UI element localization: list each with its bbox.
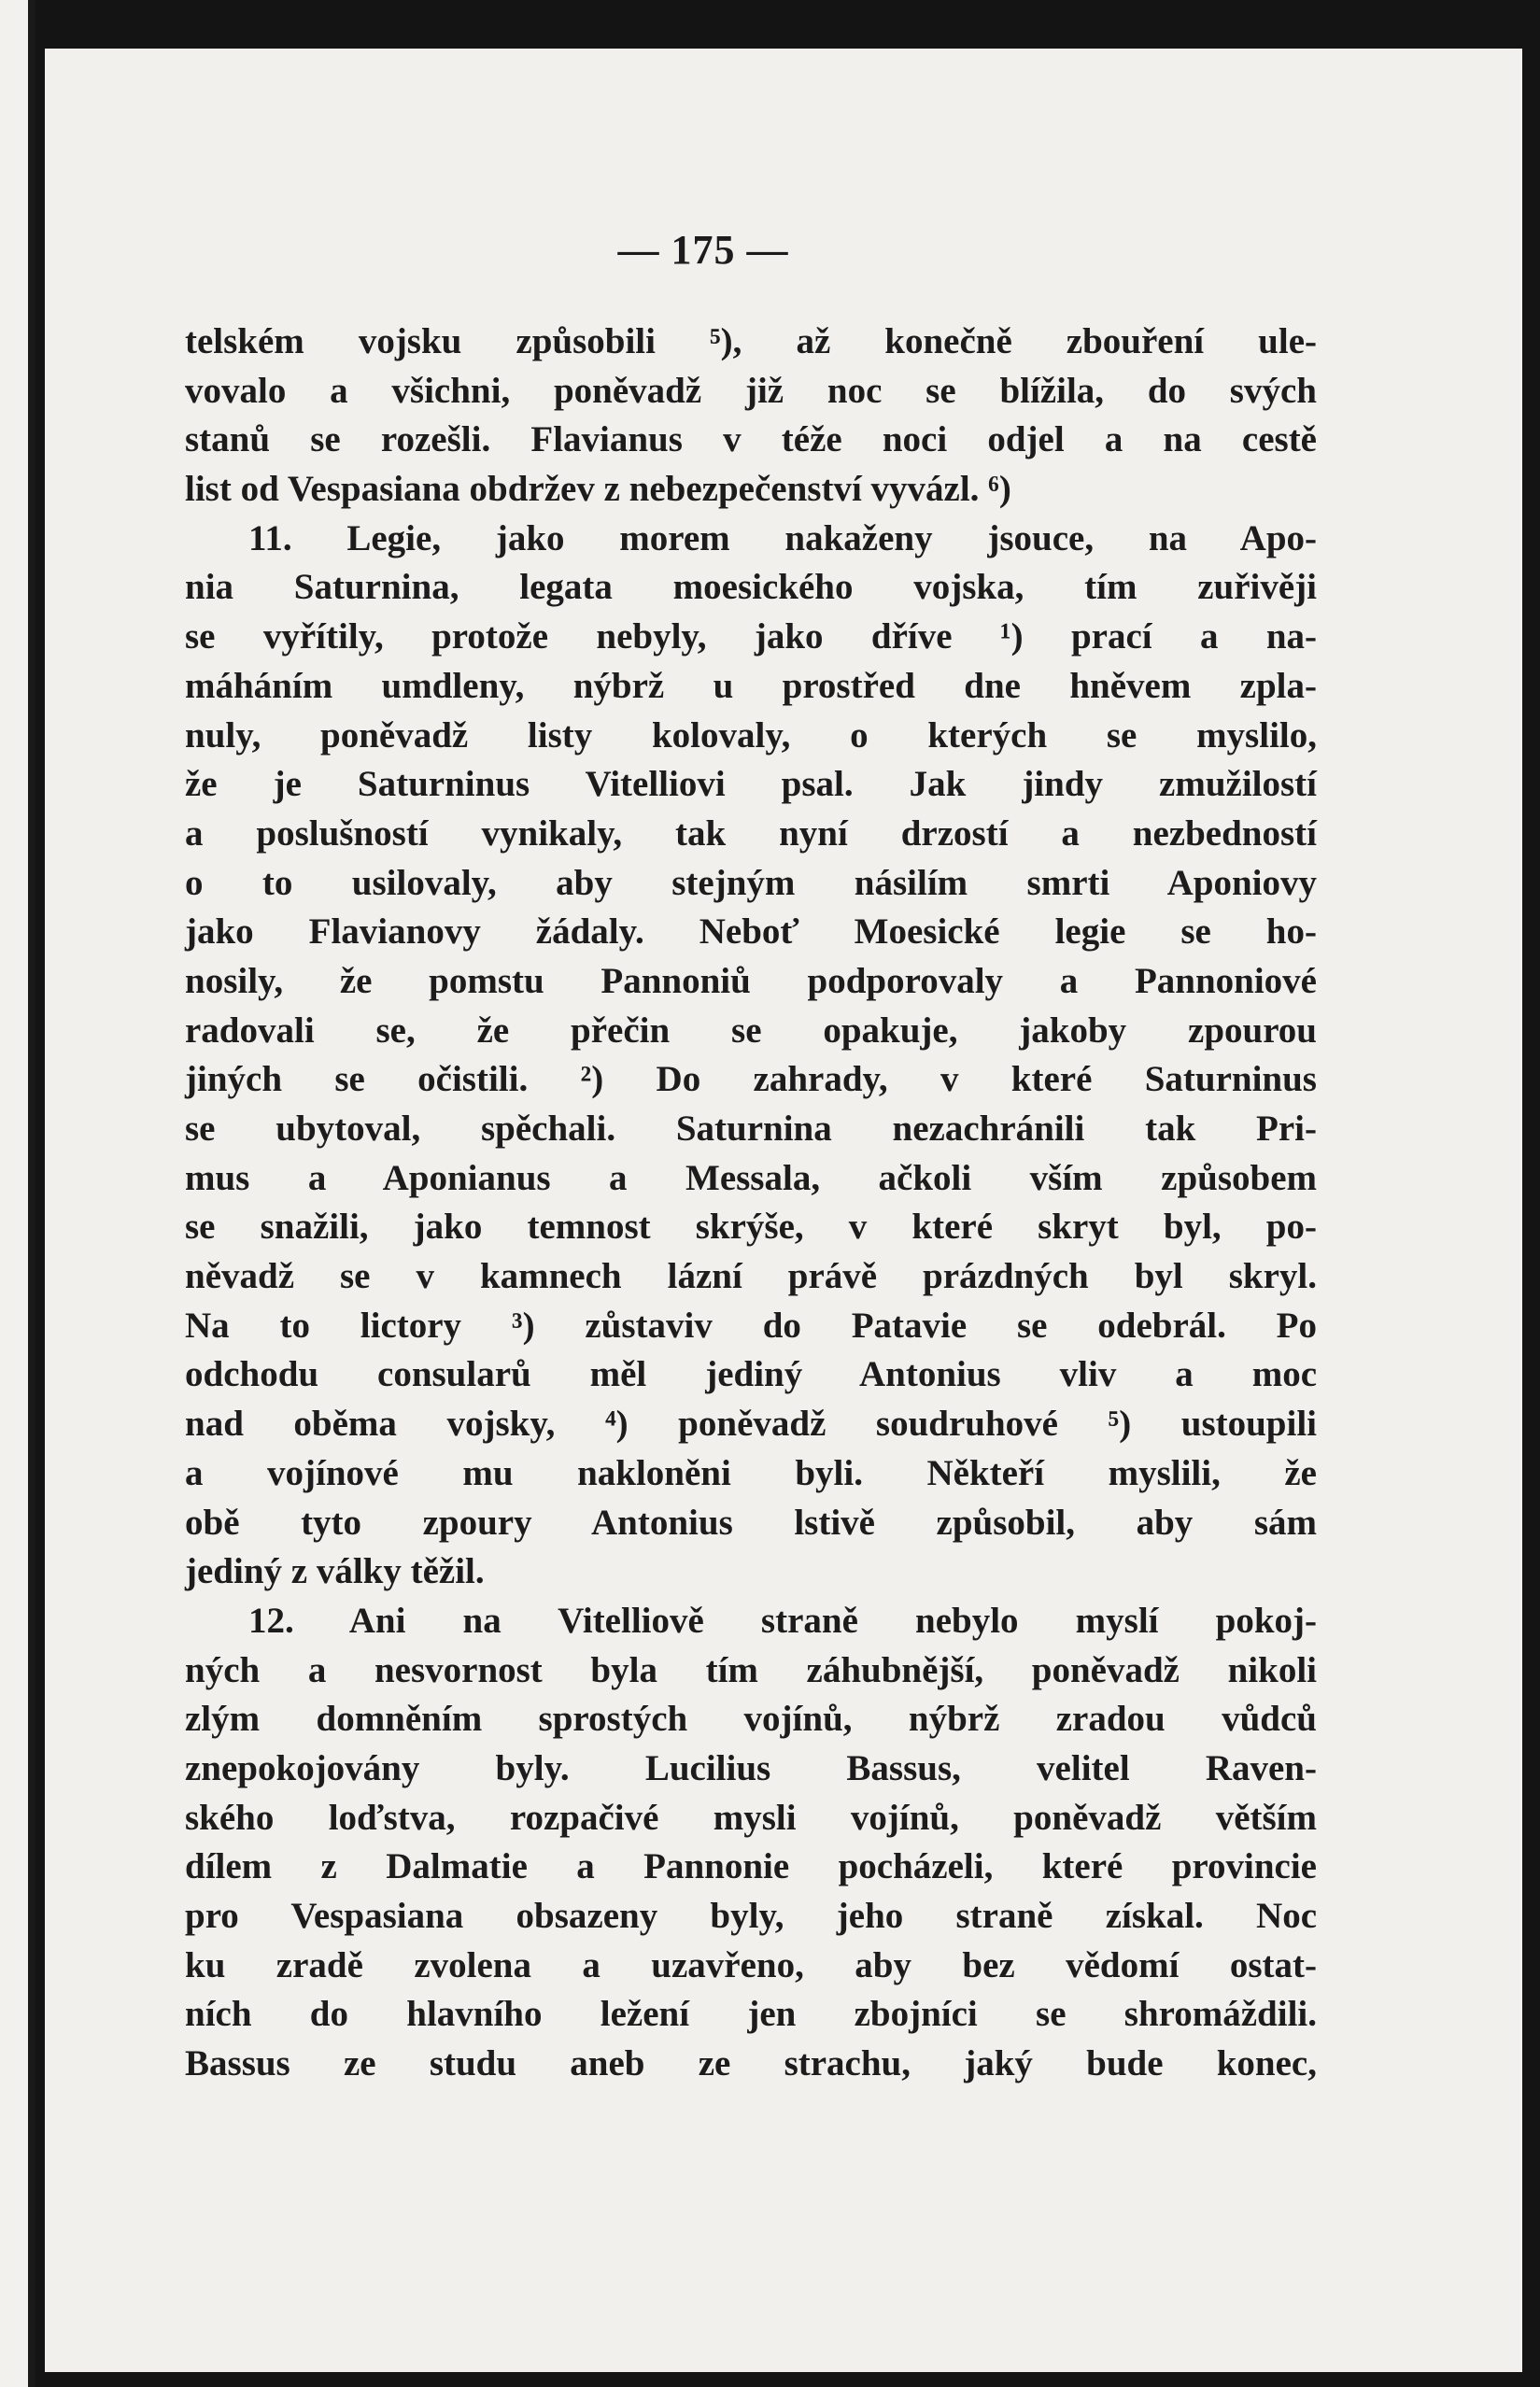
text-line: telském vojsku způsobili ⁵), až konečně zbouření ule- <box>185 321 1317 361</box>
page-gutter-line <box>28 0 35 2387</box>
text-line: radovali se, že přečin se opakuje, jakoby zpourou <box>185 1010 1317 1051</box>
text-line: dílem z Dalmatie a Pannonie pocházeli, které provincie <box>185 1846 1317 1887</box>
text-line: ných a nesvornost byla tím záhubnější, poněvadž nikoli <box>185 1649 1317 1690</box>
text-line: ského loďstva, rozpačivé mysli vojínů, poněvadž větším <box>185 1797 1317 1838</box>
page-number: — 175 — <box>617 227 789 273</box>
text-line: ních do hlavního ležení jen zbojníci se shromáždili. <box>185 1994 1317 2035</box>
text-line: odchodu consularů měl jediný Antonius vliv a moc <box>185 1354 1317 1395</box>
text-line: 11. Legie, jako morem nakaženy jsouce, na Apo- <box>248 517 1317 558</box>
book-page <box>45 49 1522 2372</box>
text-line: Bassus ze studu aneb ze strachu, jaký bude konec, <box>185 2043 1317 2084</box>
text-line: nosily, že pomstu Pannoniů podporovaly a Pannoniové <box>185 960 1317 1001</box>
text-line: něvadž se v kamnech lázní právě prázdných byl skryl. <box>185 1256 1317 1297</box>
text-line: o to usilovaly, aby stejným násilím smrti Aponiovy <box>185 862 1317 903</box>
text-line: Na to lictory ³) zůstaviv do Patavie se odebrál. Po <box>185 1305 1317 1346</box>
text-line: nuly, poněvadž listy kolovaly, o kterých se myslilo, <box>185 714 1317 756</box>
text-line: se snažili, jako temnost skrýše, v které skryt byl, po- <box>185 1207 1317 1248</box>
text-line: se vyřítily, protože nebyly, jako dříve ¹) prací a na- <box>185 616 1317 657</box>
text-line: máháním umdleny, nýbrž u prostřed dne hněvem zpla- <box>185 665 1317 706</box>
text-line: list od Vespasiana obdržev z nebezpečenství vyvázl. ⁶) <box>185 469 1011 510</box>
text-line: obě tyto zpoury Antonius lstivě způsobil, aby sám <box>185 1502 1317 1543</box>
text-line: mus a Aponianus a Messala, ačkoli vším způsobem <box>185 1157 1317 1198</box>
text-line: a vojínové mu nakloněni byli. Někteří myslili, že <box>185 1452 1317 1493</box>
text-line: vovalo a všichni, poněvadž již noc se blížila, do svých <box>185 370 1317 411</box>
text-line: zlým domněním sprostých vojínů, nýbrž zradou vůdců <box>185 1699 1317 1740</box>
body-text <box>185 318 1317 2089</box>
text-line: se ubytoval, spěchali. Saturnina nezachránili tak Pri- <box>185 1109 1317 1149</box>
text-line: pro Vespasiana obsazeny byly, jeho straně získal. Noc <box>185 1896 1317 1936</box>
text-line: nad oběma vojsky, ⁴) poněvadž soudruhové ⁵) ustoupili <box>185 1404 1317 1445</box>
text-line: že je Saturninus Vitelliovi psal. Jak jindy zmužilostí <box>185 764 1317 805</box>
text-line: jako Flavianovy žádaly. Neboť Moesické legie se ho- <box>185 911 1317 953</box>
text-line: jiných se očistili. ²) Do zahrady, v které Saturninus <box>185 1059 1317 1100</box>
text-line: znepokojovány byly. Lucilius Bassus, velitel Raven- <box>185 1747 1317 1788</box>
text-line: stanů se rozešli. Flavianus v téže noci odjel a na cestě <box>185 419 1317 460</box>
text-line: jediný z války těžil. <box>185 1551 485 1592</box>
text-line: a poslušností vynikaly, tak nyní drzostí a nezbedností <box>185 812 1317 854</box>
text-line: ku zradě zvolena a uzavřeno, aby bez vědomí ostat- <box>185 1944 1317 1985</box>
text-line: 12. Ani na Vitelliově straně nebylo myslí pokoj- <box>248 1600 1317 1641</box>
text-line: nia Saturnina, legata moesického vojska, tím zuřivěji <box>185 567 1317 608</box>
